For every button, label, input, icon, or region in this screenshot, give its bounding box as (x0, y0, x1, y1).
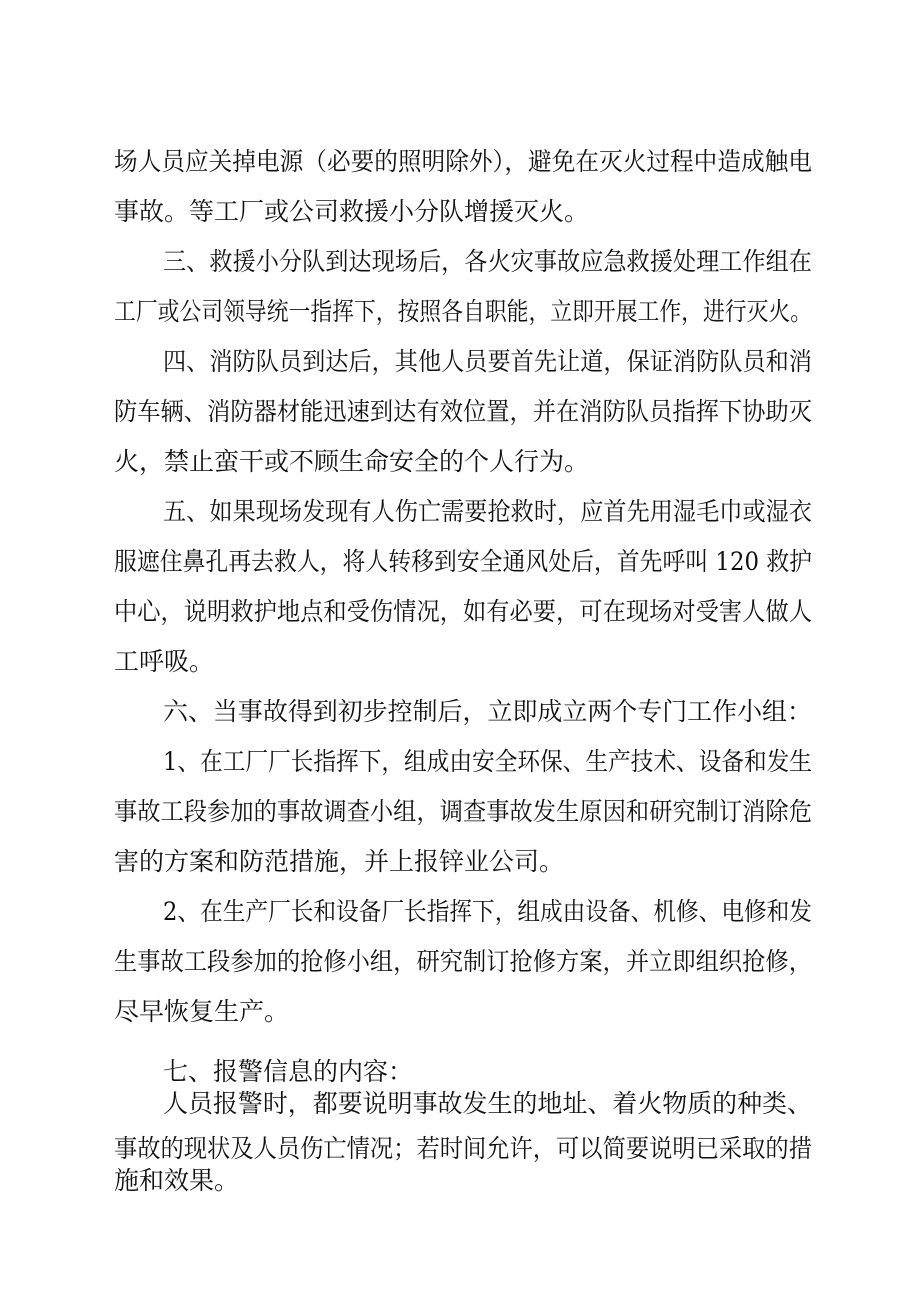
body-text: 四、消防队员到达后，其他人员要首先让道，保证消防队员和消 (163, 347, 812, 376)
body-text: 施和效果。 (114, 1166, 240, 1195)
body-text: 火，禁止蛮干或不顾生命安全的个人行为。 (114, 447, 590, 476)
body-text: 工厂或公司领导统一指挥下，按照各自职能，立即开展工作，进行灭火。 (114, 297, 813, 326)
body-text: 害的方案和防范措施，并上报锌业公司。 (114, 847, 565, 876)
body-text: 1、在工厂厂长指挥下，组成由安全环保、生产技术、设备和发生 (163, 747, 812, 776)
body-text: 生事故工段参加的抢修小组，研究制订抢修方案，并立即组织抢修， (114, 947, 812, 976)
body-text: 七、报警信息的内容： (163, 1057, 414, 1086)
body-text: 事故的现状及人员伤亡情况；若时间允许，可以简要说明已采取的措 (114, 1134, 812, 1163)
body-text: 事故。等工厂或公司救援小分队增援灭火。 (114, 197, 590, 226)
body-text: 六、当事故得到初步控制后，立即成立两个专门工作小组： (163, 697, 812, 726)
body-text: 三、救援小分队到达现场后，各火灾事故应急救援处理工作组在 (163, 247, 812, 276)
body-text: 事故工段参加的事故调查小组，调查事故发生原因和研究制订消除危 (114, 797, 812, 826)
body-text: 工呼吸。 (114, 647, 215, 676)
body-text: 防车辆、消防器材能迅速到达有效位置，并在消防队员指挥下协助灭 (114, 397, 812, 426)
body-text: 人员报警时，都要说明事故发生的地址、着火物质的种类、 (163, 1089, 812, 1118)
body-text: 2、在生产厂长和设备厂长指挥下，组成由设备、机修、电修和发 (163, 897, 812, 926)
body-text: 场人员应关掉电源（必要的照明除外），避免在灭火过程中造成触电 (114, 147, 812, 176)
body-text: 尽早恢复生产。 (114, 997, 290, 1026)
body-text: 中心，说明救护地点和受伤情况，如有必要，可在现场对受害人做人 (114, 597, 812, 626)
body-text: 五、如果现场发现有人伤亡需要抢救时，应首先用湿毛巾或湿衣 (163, 497, 812, 526)
body-text: 服遮住鼻孔再去救人，将人转移到安全通风处后，首先呼叫 120 救护 (114, 547, 813, 576)
